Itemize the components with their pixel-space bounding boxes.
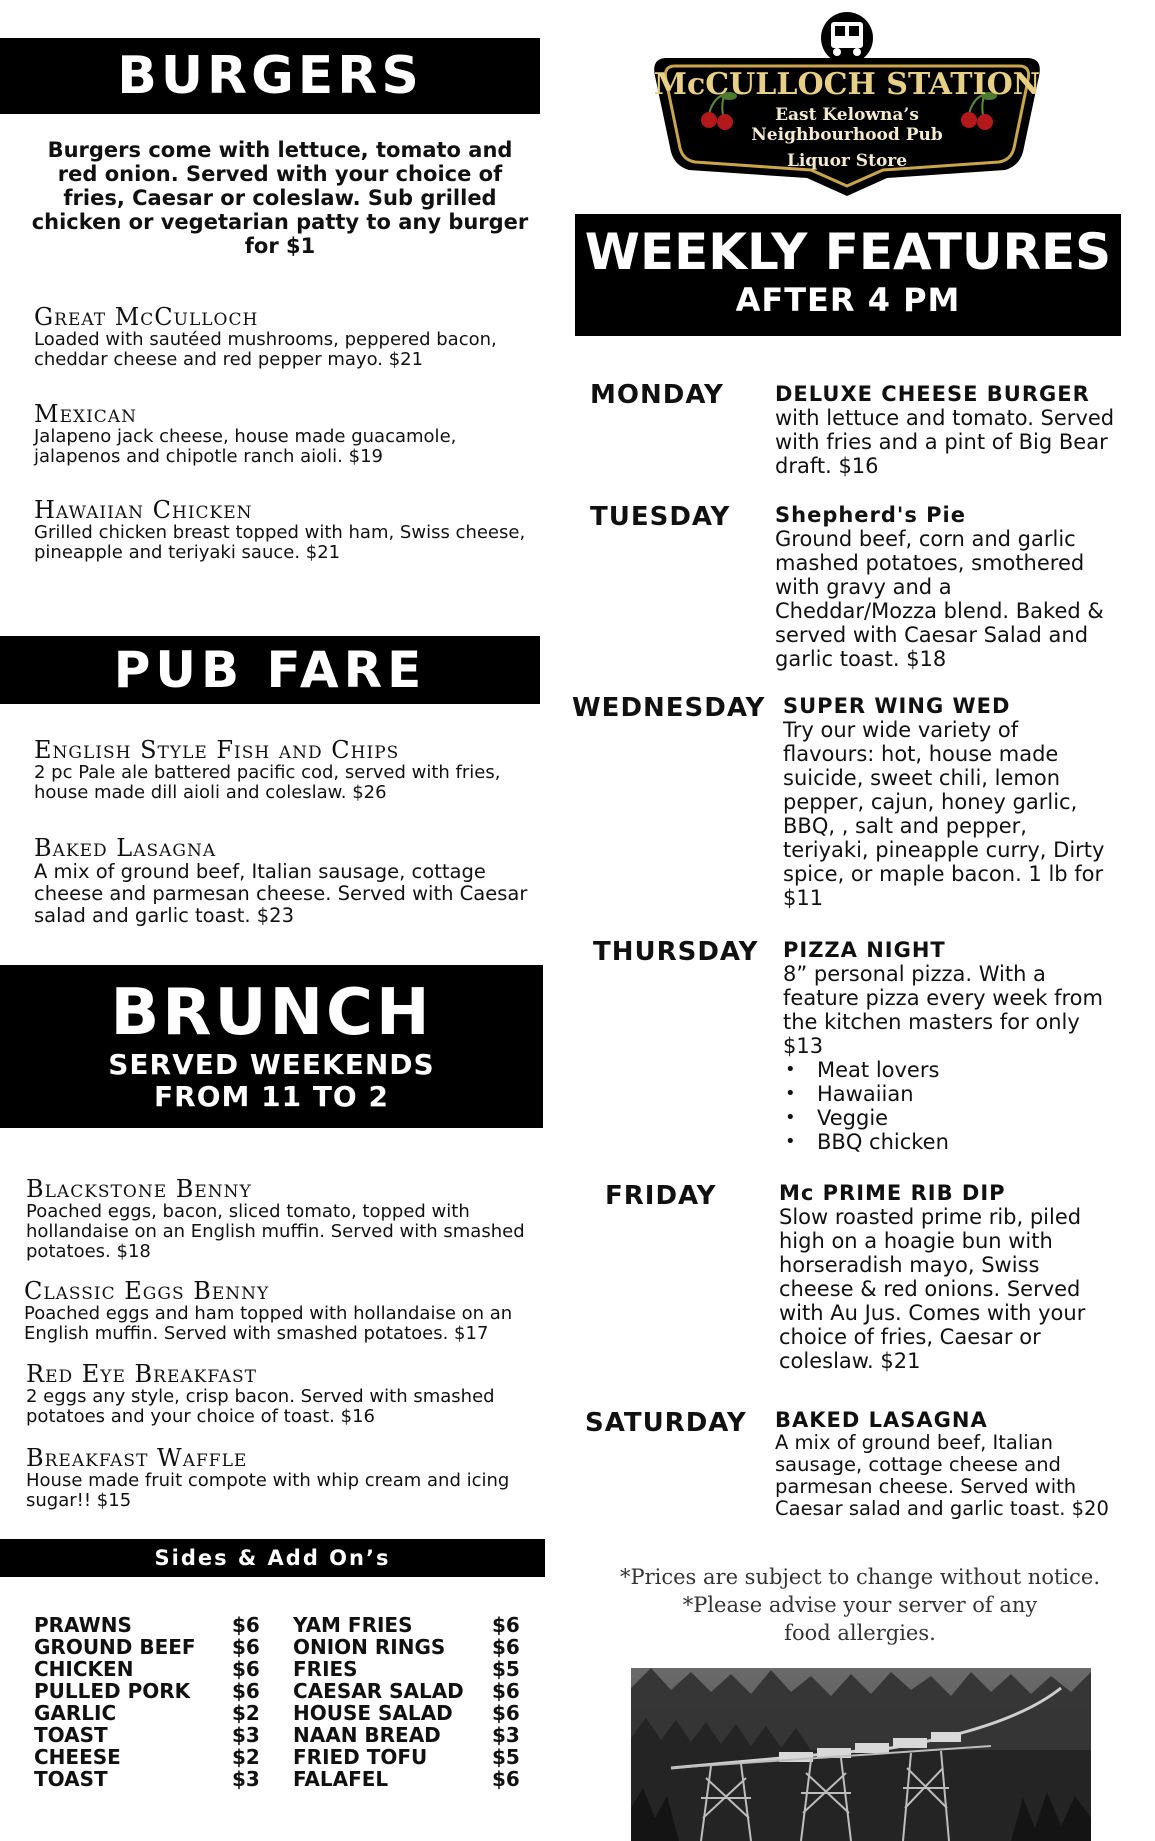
- menu-item: [34, 401, 534, 467]
- pub-fare-banner: [0, 636, 540, 704]
- side-price: $2: [232, 1745, 260, 1769]
- burgers-title: BURGERS: [117, 46, 423, 106]
- side-row: [293, 1636, 525, 1658]
- side-row: [293, 1768, 525, 1790]
- item-name: Blackstone Benny: [26, 1175, 252, 1203]
- brunch-banner: [0, 965, 543, 1128]
- side-row: [34, 1658, 264, 1680]
- sides-title: Sides & Add On’s: [154, 1546, 391, 1570]
- side-name: PRAWNS: [34, 1613, 132, 1637]
- burgers-banner: [0, 38, 540, 114]
- item-desc: 2 eggs any style, crisp bacon. Served with smashed potatoes and your choice of toast. $16: [26, 1386, 495, 1427]
- side-row: [293, 1746, 525, 1768]
- sides-banner: [0, 1539, 545, 1577]
- item-name: Mexican: [34, 400, 137, 428]
- weekly-features-banner: [575, 214, 1121, 336]
- feature-tuesday: [775, 503, 1115, 671]
- side-row: [34, 1614, 264, 1636]
- side-row: [34, 1702, 264, 1724]
- train-icon: [821, 12, 873, 64]
- feature-desc: Slow roasted prime rib, piled high on a hoagie bun with horseradish mayo, Swiss cheese & red onions. Served with Au Jus. Comes with your choice of fries, Caesar or coleslaw. $21: [779, 1205, 1086, 1373]
- logo-line-3: Liquor Store: [786, 151, 908, 171]
- menu-item: [24, 1278, 544, 1344]
- right-column: [572, 0, 1155, 1841]
- side-price: $3: [492, 1723, 520, 1747]
- side-name: PULLED PORK: [34, 1679, 191, 1703]
- item-name: English Style Fish and Chips: [34, 736, 400, 764]
- side-price: $3: [232, 1767, 260, 1791]
- brunch-title: BRUNCH: [110, 976, 433, 1050]
- feature-desc: A mix of ground beef, Italian sausage, cottage cheese and parmesan cheese. Served with Caesar salad and garlic toast. $20: [775, 1431, 1109, 1520]
- item-desc: Poached eggs and ham topped with hollandaise on an English muffin. Served with smashed potatoes. $17: [24, 1303, 513, 1344]
- feature-wednesday: [783, 694, 1115, 910]
- side-name: FRIES: [293, 1657, 358, 1681]
- item-name: Hawaiian Chicken: [34, 496, 253, 524]
- side-price: $6: [492, 1679, 520, 1703]
- logo-name: McCULLOCH STATION: [653, 67, 1041, 102]
- side-price: $6: [232, 1679, 260, 1703]
- feature-title: BAKED LASAGNA: [775, 1408, 988, 1432]
- side-price: $6: [492, 1767, 520, 1791]
- side-price: $6: [492, 1701, 520, 1725]
- menu-item: [26, 1176, 526, 1262]
- side-name: CAESAR SALAD: [293, 1679, 464, 1703]
- item-name: Classic Eggs Benny: [24, 1277, 270, 1305]
- item-desc: A mix of ground beef, Italian sausage, cottage cheese and parmesan cheese. Served with Caesar salad and garlic toast. $23: [34, 860, 528, 927]
- side-name: GROUND BEEF: [34, 1635, 196, 1659]
- allergy-notice: [575, 1563, 1145, 1647]
- sides-list-right: [293, 1614, 525, 1790]
- side-price: $3: [232, 1723, 260, 1747]
- pizza-list: [783, 1058, 1115, 1154]
- item-desc: House made fruit compote with whip cream and icing sugar!! $15: [26, 1470, 510, 1511]
- menu-item: [34, 304, 534, 370]
- item-desc: Jalapeno jack cheese, house made guacamole, jalapenos and chipotle ranch aioli. $19: [34, 426, 457, 467]
- side-name: FALAFEL: [293, 1767, 389, 1791]
- side-name: TOAST: [34, 1723, 108, 1747]
- side-row: [293, 1658, 525, 1680]
- feature-desc: Ground beef, corn and garlic mashed potatoes, smothered with gravy and a Cheddar/Mozza blend. Baked & served with Caesar Salad and garlic toast. $18: [775, 527, 1104, 671]
- side-name: CHEESE: [34, 1745, 121, 1769]
- item-desc: Loaded with sautéed mushrooms, peppered bacon, cheddar cheese and red pepper mayo. $21: [34, 329, 497, 370]
- side-price: $5: [492, 1657, 520, 1681]
- list-item: • Hawaiian: [783, 1082, 1115, 1106]
- feature-monday: [775, 382, 1115, 478]
- feature-thursday: [783, 938, 1115, 1154]
- menu-item: [26, 1445, 526, 1511]
- list-item: • Veggie: [783, 1106, 1115, 1130]
- item-desc: 2 pc Pale ale battered pacific cod, served with fries, house made dill aioli and coleslaw. $26: [34, 762, 501, 803]
- notice-line-3: food allergies.: [784, 1621, 936, 1645]
- side-price: $2: [232, 1701, 260, 1725]
- side-row: [34, 1680, 264, 1702]
- feature-desc: with lettuce and tomato. Served with fries and a pint of Big Bear draft. $16: [775, 406, 1115, 478]
- side-row: [34, 1636, 264, 1658]
- side-row: [293, 1724, 525, 1746]
- train-trestle-photo: [631, 1668, 1091, 1841]
- menu-item: [34, 737, 534, 803]
- brunch-subtitle-2: FROM 11 TO 2: [154, 1080, 389, 1113]
- feature-title: Mc PRIME RIB DIP: [779, 1181, 1006, 1205]
- item-name: Red Eye Breakfast: [26, 1360, 257, 1388]
- menu-item: [26, 1361, 526, 1427]
- brunch-subtitle-1: SERVED WEEKENDS: [108, 1048, 435, 1081]
- feature-title: PIZZA NIGHT: [783, 938, 946, 962]
- side-row: [34, 1768, 264, 1790]
- sides-list-left: [34, 1614, 264, 1790]
- side-price: $6: [232, 1635, 260, 1659]
- day-label: FRIDAY: [605, 1181, 717, 1211]
- feature-title: SUPER WING WED: [783, 694, 1011, 718]
- feature-friday: [779, 1181, 1115, 1373]
- side-price: $6: [232, 1613, 260, 1637]
- list-item: • Meat lovers: [783, 1058, 1115, 1082]
- trestle-image: [631, 1668, 1091, 1841]
- side-name: NAAN BREAD: [293, 1723, 441, 1747]
- menu-item: [34, 497, 534, 563]
- side-name: ONION RINGS: [293, 1635, 446, 1659]
- side-row: [34, 1746, 264, 1768]
- side-name: CHICKEN: [34, 1657, 134, 1681]
- item-desc: Grilled chicken breast topped with ham, Swiss cheese, pineapple and teriyaki sauce. $21: [34, 522, 526, 563]
- item-name: Baked Lasagna: [34, 834, 217, 862]
- side-price: $5: [492, 1745, 520, 1769]
- mcculloch-station-logo: [647, 10, 1047, 200]
- left-column: [0, 0, 550, 1841]
- day-label: MONDAY: [590, 380, 724, 410]
- pub-fare-title: PUB FARE: [113, 641, 427, 699]
- feature-desc: 8” personal pizza. With a feature pizza every week from the kitchen masters for only $13: [783, 962, 1103, 1058]
- day-label: TUESDAY: [590, 502, 731, 532]
- burgers-intro: Burgers come with lettuce, tomato and red onion. Served with your choice of fries, Caesar or coleslaw. Sub grilled chicken or vegetarian patty to any burger for $1: [31, 138, 529, 258]
- logo-graphic: [647, 10, 1047, 200]
- side-price: $6: [492, 1613, 520, 1637]
- feature-desc: Try our wide variety of flavours: hot, house made suicide, sweet chili, lemon pepper, cajun, honey garlic, BBQ, , salt and pepper, teriyaki, pineapple curry, Dirty spice, or maple bacon. 1 lb for $11: [783, 718, 1105, 910]
- side-row: [293, 1614, 525, 1636]
- feature-saturday: [775, 1408, 1115, 1520]
- logo-line-1: East Kelowna’s: [775, 105, 919, 125]
- item-name: Breakfast Waffle: [26, 1444, 248, 1472]
- feature-title: DELUXE CHEESE BURGER: [775, 382, 1090, 406]
- side-name: YAM FRIES: [293, 1613, 413, 1637]
- side-name: TOAST: [34, 1767, 108, 1791]
- day-label: THURSDAY: [593, 937, 759, 967]
- notice-line-1: *Prices are subject to change without notice.: [619, 1565, 1100, 1589]
- side-name: GARLIC: [34, 1701, 117, 1725]
- side-name: HOUSE SALAD: [293, 1701, 453, 1725]
- side-price: $6: [492, 1635, 520, 1659]
- item-name: Great McCulloch: [34, 303, 259, 331]
- feature-title: Shepherd's Pie: [775, 503, 967, 527]
- weekly-subtitle: AFTER 4 PM: [735, 281, 961, 319]
- menu-item: [34, 835, 534, 927]
- day-label: WEDNESDAY: [572, 693, 766, 723]
- notice-line-2: *Please advise your server of any: [682, 1593, 1038, 1617]
- item-desc: Poached eggs, bacon, sliced tomato, topped with hollandaise on an English muffin. Served with smashed potatoes. $18: [26, 1201, 525, 1262]
- side-row: [293, 1680, 525, 1702]
- side-row: [34, 1724, 264, 1746]
- logo-line-2: Neighbourhood Pub: [751, 125, 943, 145]
- day-label: SATURDAY: [585, 1408, 747, 1438]
- side-name: FRIED TOFU: [293, 1745, 428, 1769]
- side-row: [293, 1702, 525, 1724]
- list-item: • BBQ chicken: [783, 1130, 1115, 1154]
- weekly-title: WEEKLY FEATURES: [584, 223, 1112, 281]
- side-price: $6: [232, 1657, 260, 1681]
